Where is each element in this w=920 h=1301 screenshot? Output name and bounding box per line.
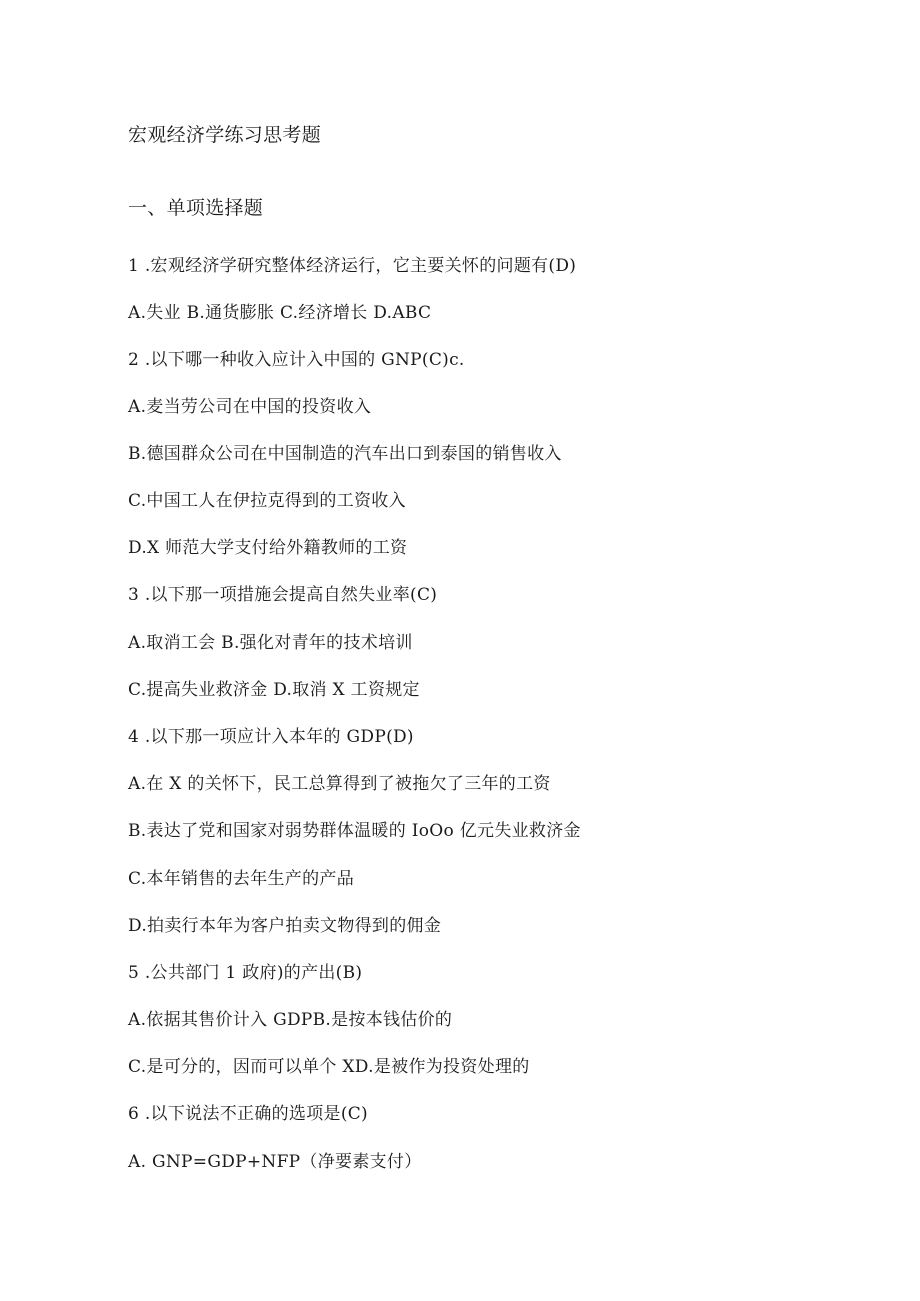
question-2-option-b: B.德国群众公司在中国制造的汽车出口到泰国的销售收入 bbox=[128, 444, 562, 464]
question-2-option-d: D.X 师范大学支付给外籍教师的工资 bbox=[128, 538, 408, 558]
question-1: 1 .宏观经济学研究整体经济运行，它主要关怀的问题有(D) bbox=[128, 256, 577, 276]
question-1-options: A.失业 B.通货膨胀 C.经济增长 D.ABC bbox=[128, 303, 432, 323]
question-4-option-b: B.表达了党和国家对弱势群体温暖的 IoOo 亿元失业救济金 bbox=[128, 821, 581, 841]
question-6-option-a: A. GNP=GDP+NFP（净要素支付） bbox=[128, 1152, 422, 1172]
question-5: 5 .公共部门 1 政府)的产出(B) bbox=[128, 963, 363, 983]
document-title: 宏观经济学练习思考题 bbox=[128, 124, 322, 146]
question-4: 4 .以下那一项应计入本年的 GDP(D) bbox=[128, 727, 414, 747]
question-6: 6 .以下说法不正确的选项是(C) bbox=[128, 1104, 368, 1124]
question-3: 3 .以下那一项措施会提高自然失业率(C) bbox=[128, 585, 438, 605]
question-3-options-cd: C.提高失业救济金 D.取消 X 工资规定 bbox=[128, 680, 420, 700]
question-2-option-c: C.中国工人在伊拉克得到的工资收入 bbox=[128, 491, 406, 511]
question-3-options-ab: A.取消工会 B.强化对青年的技术培训 bbox=[128, 633, 413, 653]
section-heading: 一、单项选择题 bbox=[128, 197, 264, 219]
question-2-option-a: A.麦当劳公司在中国的投资收入 bbox=[128, 397, 372, 417]
question-2: 2 .以下哪一种收入应计入中国的 GNP(C)c. bbox=[128, 350, 465, 370]
question-4-option-c: C.本年销售的去年生产的产品 bbox=[128, 869, 355, 889]
question-4-option-a: A.在 X 的关怀下，民工总算得到了被拖欠了三年的工资 bbox=[128, 774, 551, 794]
question-5-options-cd: C.是可分的，因而可以单个 XD.是被作为投资处理的 bbox=[128, 1057, 530, 1077]
question-4-option-d: D.拍卖行本年为客户拍卖文物得到的佣金 bbox=[128, 916, 442, 936]
question-5-options-ab: A.依据其售价计入 GDPB.是按本钱估价的 bbox=[128, 1010, 453, 1030]
